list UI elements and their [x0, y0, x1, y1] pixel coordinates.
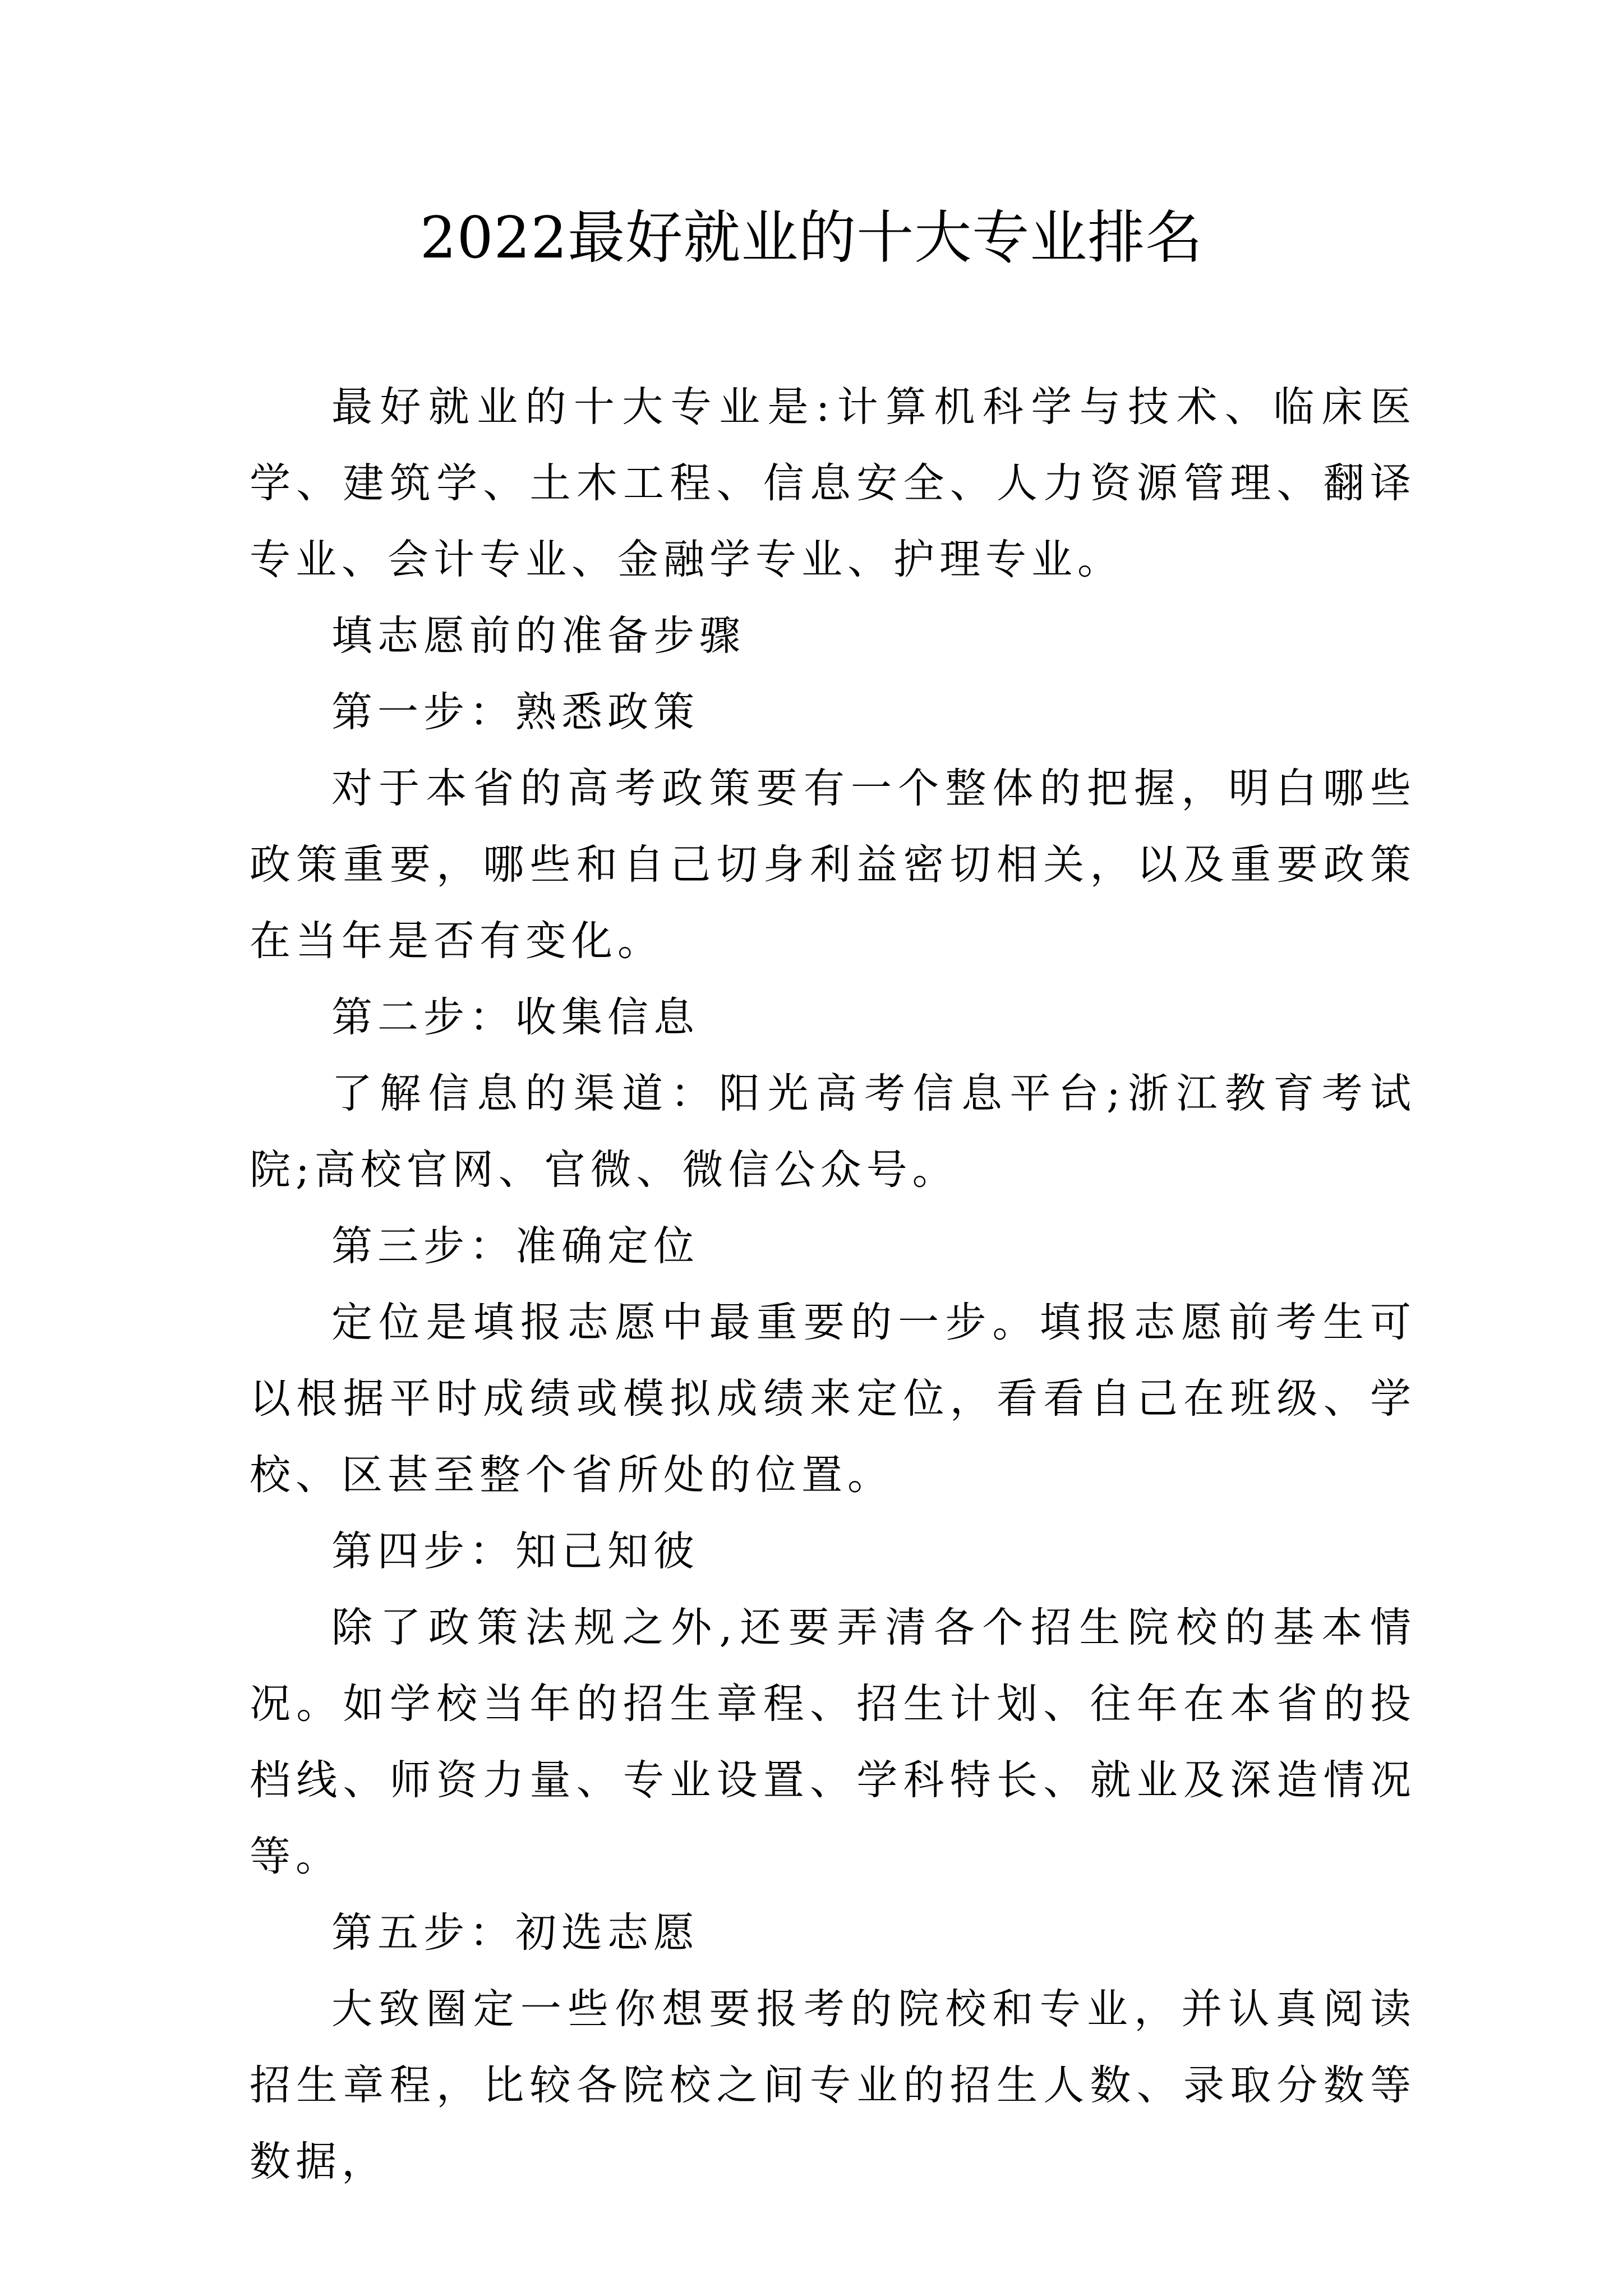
section-heading: 填志愿前的准备步骤 — [331, 612, 745, 660]
document-title: 2022最好就业的十大专业排名 — [419, 205, 1204, 272]
step-text-3: 定位是填报志愿中最重要的一步。填报志愿前考生可以根据平时成绩或模拟成绩来定位，看看自己在班级、学校、区甚至整个省所处的位置。 — [250, 1299, 1416, 1499]
paragraph-intro: 最好就业的十大专业是:计算机科学与技术、临床医学、建筑学、土木工程、信息安全、人力资源管理、翻译专业、会计专业、金融学专业、护理专业。 — [250, 383, 1416, 583]
step-text-4: 除了政策法规之外,还要弄清各个招生院校的基本情况。如学校当年的招生章程、招生计划、往年在本省的投档线、师资力量、专业设置、学科特长、就业及深造情况等。 — [250, 1604, 1416, 1880]
step-text-1: 对于本省的高考政策要有一个整体的把握，明白哪些政策重要，哪些和自己切身利益密切相关，以及重要政策在当年是否有变化。 — [250, 765, 1416, 965]
step-heading-2: 第二步：收集信息 — [331, 993, 699, 1041]
step-heading-4: 第四步：知己知彼 — [331, 1527, 699, 1575]
step-heading-1: 第一步：熟悉政策 — [331, 688, 699, 736]
document-body — [250, 369, 1416, 2200]
step-text-5: 大致圈定一些你想要报考的院校和专业，并认真阅读招生章程，比较各院校之间专业的招生人数、录取分数等数据， — [250, 1985, 1416, 2185]
step-text-2: 了解信息的渠道：阳光高考信息平台;浙江教育考试院;高校官网、官微、微信公众号。 — [250, 1070, 1416, 1194]
step-heading-5: 第五步：初选志愿 — [331, 1909, 699, 1957]
step-heading-3: 第三步：准确定位 — [331, 1222, 699, 1270]
